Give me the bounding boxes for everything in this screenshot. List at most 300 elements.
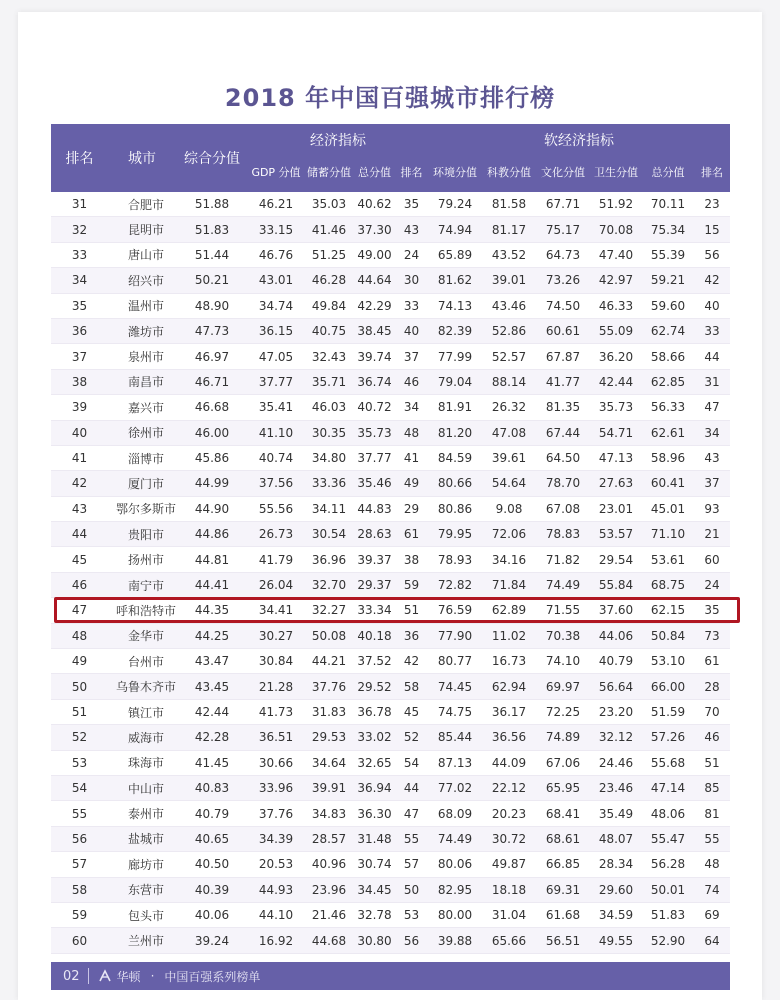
cell-savings: 34.83 (304, 801, 354, 826)
cell-soft-total: 55.39 (642, 242, 694, 267)
cell-score: 40.83 (176, 775, 248, 800)
cell-gdp: 37.56 (248, 471, 304, 496)
cell-savings: 49.84 (304, 293, 354, 318)
cell-econ-total: 36.74 (354, 369, 395, 394)
cell-culture: 69.97 (536, 674, 590, 699)
cell-soft-rank: 34 (694, 420, 730, 445)
table-row (51, 369, 730, 394)
cell-science-education: 52.86 (482, 318, 536, 343)
cell-gdp: 30.84 (248, 649, 304, 674)
col-header-health: 卫生分值 (590, 152, 642, 192)
cell-rank: 60 (51, 928, 108, 953)
cell-gdp: 36.51 (248, 725, 304, 750)
table-row (51, 801, 730, 826)
cell-soft-total: 53.10 (642, 649, 694, 674)
cell-soft-rank: 15 (694, 217, 730, 242)
cell-soft-rank: 43 (694, 445, 730, 470)
cell-soft-rank: 24 (694, 572, 730, 597)
cell-soft-total: 52.90 (642, 928, 694, 953)
cell-culture: 69.31 (536, 877, 590, 902)
cell-science-education: 34.16 (482, 547, 536, 572)
cell-score: 44.35 (176, 598, 248, 623)
cell-econ-total: 39.37 (354, 547, 395, 572)
table-row (51, 471, 730, 496)
cell-savings: 36.96 (304, 547, 354, 572)
cell-city: 唐山市 (108, 242, 176, 267)
cell-score: 44.41 (176, 572, 248, 597)
cell-culture: 71.82 (536, 547, 590, 572)
cell-environment: 84.59 (428, 445, 482, 470)
cell-score: 45.86 (176, 445, 248, 470)
table-row (51, 877, 730, 902)
cell-rank: 46 (51, 572, 108, 597)
table-row (51, 699, 730, 724)
cell-science-education: 39.01 (482, 268, 536, 293)
cell-health: 55.09 (590, 318, 642, 343)
cell-health: 35.49 (590, 801, 642, 826)
cell-science-education: 62.94 (482, 674, 536, 699)
cell-econ-total: 44.83 (354, 496, 395, 521)
cell-soft-total: 55.68 (642, 750, 694, 775)
cell-science-education: 71.84 (482, 572, 536, 597)
cell-econ-total: 38.45 (354, 318, 395, 343)
cell-gdp: 41.79 (248, 547, 304, 572)
table-row (51, 649, 730, 674)
cell-culture: 70.38 (536, 623, 590, 648)
cell-score: 39.24 (176, 928, 248, 953)
cell-econ-rank: 54 (395, 750, 428, 775)
cell-culture: 64.73 (536, 242, 590, 267)
col-header-environment: 环境分值 (428, 152, 482, 192)
cell-environment: 81.62 (428, 268, 482, 293)
cell-savings: 51.25 (304, 242, 354, 267)
cell-econ-rank: 44 (395, 775, 428, 800)
cell-health: 40.79 (590, 649, 642, 674)
cell-econ-rank: 29 (395, 496, 428, 521)
cell-rank: 31 (51, 192, 108, 217)
cell-gdp: 26.04 (248, 572, 304, 597)
cell-soft-total: 62.15 (642, 598, 694, 623)
cell-city: 南昌市 (108, 369, 176, 394)
ranking-table (51, 124, 730, 954)
cell-culture: 64.50 (536, 445, 590, 470)
cell-soft-total: 45.01 (642, 496, 694, 521)
cell-soft-total: 62.61 (642, 420, 694, 445)
table-row (51, 293, 730, 318)
cell-city: 金华市 (108, 623, 176, 648)
cell-savings: 31.83 (304, 699, 354, 724)
cell-score: 40.39 (176, 877, 248, 902)
cell-rank: 40 (51, 420, 108, 445)
cell-gdp: 55.56 (248, 496, 304, 521)
cell-science-education: 52.57 (482, 344, 536, 369)
cell-environment: 77.99 (428, 344, 482, 369)
cell-soft-total: 70.11 (642, 192, 694, 217)
cell-rank: 37 (51, 344, 108, 369)
cell-soft-total: 50.84 (642, 623, 694, 648)
cell-score: 43.47 (176, 649, 248, 674)
cell-city: 贵阳市 (108, 522, 176, 547)
cell-econ-total: 33.02 (354, 725, 395, 750)
cell-soft-total: 47.14 (642, 775, 694, 800)
cell-soft-rank: 73 (694, 623, 730, 648)
cell-city: 嘉兴市 (108, 395, 176, 420)
cell-rank: 55 (51, 801, 108, 826)
cell-rank: 34 (51, 268, 108, 293)
table-row (51, 750, 730, 775)
cell-environment: 82.39 (428, 318, 482, 343)
cell-econ-rank: 52 (395, 725, 428, 750)
cell-city: 鄂尔多斯市 (108, 496, 176, 521)
cell-culture: 67.87 (536, 344, 590, 369)
cell-science-education: 31.04 (482, 902, 536, 927)
cell-culture: 61.68 (536, 902, 590, 927)
cell-environment: 74.45 (428, 674, 482, 699)
cell-econ-total: 37.30 (354, 217, 395, 242)
cell-science-education: 49.87 (482, 852, 536, 877)
cell-science-education: 43.52 (482, 242, 536, 267)
cell-econ-rank: 46 (395, 369, 428, 394)
cell-score: 48.90 (176, 293, 248, 318)
cell-gdp: 21.28 (248, 674, 304, 699)
ranking-table-body (51, 192, 730, 953)
cell-city: 绍兴市 (108, 268, 176, 293)
cell-econ-rank: 43 (395, 217, 428, 242)
footer-dot: · (150, 969, 155, 983)
cell-city: 包头市 (108, 902, 176, 927)
cell-culture: 66.85 (536, 852, 590, 877)
cell-econ-rank: 47 (395, 801, 428, 826)
cell-science-education: 36.56 (482, 725, 536, 750)
cell-econ-total: 34.45 (354, 877, 395, 902)
cell-gdp: 16.92 (248, 928, 304, 953)
cell-econ-total: 36.78 (354, 699, 395, 724)
cell-rank: 51 (51, 699, 108, 724)
cell-rank: 48 (51, 623, 108, 648)
table-row (51, 522, 730, 547)
cell-rank: 49 (51, 649, 108, 674)
cell-rank: 39 (51, 395, 108, 420)
cell-gdp: 46.21 (248, 192, 304, 217)
cell-econ-total: 40.18 (354, 623, 395, 648)
cell-gdp: 44.10 (248, 902, 304, 927)
cell-econ-rank: 38 (395, 547, 428, 572)
cell-culture: 75.17 (536, 217, 590, 242)
cell-rank: 35 (51, 293, 108, 318)
table-row (51, 217, 730, 242)
cell-soft-rank: 55 (694, 826, 730, 851)
cell-savings: 44.21 (304, 649, 354, 674)
cell-gdp: 30.66 (248, 750, 304, 775)
cell-savings: 46.03 (304, 395, 354, 420)
cell-soft-total: 58.96 (642, 445, 694, 470)
table-row (51, 192, 730, 217)
cell-environment: 81.91 (428, 395, 482, 420)
cell-savings: 37.76 (304, 674, 354, 699)
cell-soft-rank: 40 (694, 293, 730, 318)
cell-city: 台州市 (108, 649, 176, 674)
table-row (51, 826, 730, 851)
cell-econ-rank: 50 (395, 877, 428, 902)
cell-city: 镇江市 (108, 699, 176, 724)
cell-savings: 23.96 (304, 877, 354, 902)
cell-city: 昆明市 (108, 217, 176, 242)
cell-science-education: 54.64 (482, 471, 536, 496)
cell-health: 34.59 (590, 902, 642, 927)
cell-econ-rank: 42 (395, 649, 428, 674)
cell-econ-rank: 53 (395, 902, 428, 927)
table-row (51, 547, 730, 572)
cell-rank: 38 (51, 369, 108, 394)
cell-environment: 87.13 (428, 750, 482, 775)
cell-soft-rank: 35 (694, 598, 730, 623)
cell-econ-total: 49.00 (354, 242, 395, 267)
cell-rank: 32 (51, 217, 108, 242)
cell-city: 东营市 (108, 877, 176, 902)
cell-health: 51.92 (590, 192, 642, 217)
cell-econ-total: 40.62 (354, 192, 395, 217)
cell-gdp: 44.93 (248, 877, 304, 902)
cell-soft-total: 57.26 (642, 725, 694, 750)
cell-econ-rank: 48 (395, 420, 428, 445)
cell-rank: 57 (51, 852, 108, 877)
cell-culture: 56.51 (536, 928, 590, 953)
cell-econ-rank: 30 (395, 268, 428, 293)
cell-culture: 74.10 (536, 649, 590, 674)
table-row (51, 395, 730, 420)
cell-science-education: 16.73 (482, 649, 536, 674)
cell-econ-rank: 24 (395, 242, 428, 267)
cell-savings: 32.43 (304, 344, 354, 369)
table-row (51, 445, 730, 470)
cell-soft-rank: 61 (694, 649, 730, 674)
cell-science-education: 62.89 (482, 598, 536, 623)
cell-savings: 46.28 (304, 268, 354, 293)
col-header-soft-rank: 排名 (694, 152, 730, 192)
cell-soft-rank: 46 (694, 725, 730, 750)
cell-econ-total: 31.48 (354, 826, 395, 851)
cell-soft-total: 62.85 (642, 369, 694, 394)
cell-science-education: 36.17 (482, 699, 536, 724)
cell-score: 40.50 (176, 852, 248, 877)
cell-city: 扬州市 (108, 547, 176, 572)
cell-environment: 79.04 (428, 369, 482, 394)
cell-score: 46.68 (176, 395, 248, 420)
cell-econ-rank: 55 (395, 826, 428, 851)
cell-econ-rank: 41 (395, 445, 428, 470)
cell-soft-rank: 64 (694, 928, 730, 953)
cell-score: 51.83 (176, 217, 248, 242)
cell-health: 56.64 (590, 674, 642, 699)
table-row (51, 928, 730, 953)
cell-gdp: 41.73 (248, 699, 304, 724)
cell-gdp: 40.74 (248, 445, 304, 470)
cell-culture: 68.41 (536, 801, 590, 826)
cell-city: 乌鲁木齐市 (108, 674, 176, 699)
cell-econ-total: 28.63 (354, 522, 395, 547)
table-row (51, 775, 730, 800)
cell-city: 盐城市 (108, 826, 176, 851)
cell-science-education: 47.08 (482, 420, 536, 445)
cell-score: 44.25 (176, 623, 248, 648)
cell-gdp: 37.76 (248, 801, 304, 826)
cell-culture: 78.70 (536, 471, 590, 496)
cell-rank: 52 (51, 725, 108, 750)
cell-culture: 65.95 (536, 775, 590, 800)
cell-health: 28.34 (590, 852, 642, 877)
cell-city: 泉州市 (108, 344, 176, 369)
cell-score: 51.44 (176, 242, 248, 267)
cell-econ-rank: 61 (395, 522, 428, 547)
cell-savings: 40.75 (304, 318, 354, 343)
cell-science-education: 30.72 (482, 826, 536, 851)
cell-soft-total: 59.60 (642, 293, 694, 318)
table-row (51, 344, 730, 369)
cell-soft-rank: 31 (694, 369, 730, 394)
cell-culture: 78.83 (536, 522, 590, 547)
cell-econ-total: 30.80 (354, 928, 395, 953)
cell-soft-rank: 70 (694, 699, 730, 724)
cell-econ-rank: 37 (395, 344, 428, 369)
cell-culture: 81.35 (536, 395, 590, 420)
cell-rank: 53 (51, 750, 108, 775)
cell-soft-rank: 48 (694, 852, 730, 877)
col-header-rank: 排名 (51, 124, 108, 192)
cell-score: 44.90 (176, 496, 248, 521)
cell-soft-rank: 60 (694, 547, 730, 572)
cell-city: 威海市 (108, 725, 176, 750)
cell-environment: 65.89 (428, 242, 482, 267)
group-header-soft-economic: 软经济指标 (428, 124, 730, 152)
cell-health: 70.08 (590, 217, 642, 242)
cell-city: 中山市 (108, 775, 176, 800)
cell-culture: 67.71 (536, 192, 590, 217)
cell-gdp: 20.53 (248, 852, 304, 877)
cell-econ-rank: 58 (395, 674, 428, 699)
cell-city: 南宁市 (108, 572, 176, 597)
cell-health: 42.97 (590, 268, 642, 293)
cell-rank: 47 (51, 598, 108, 623)
cell-environment: 77.02 (428, 775, 482, 800)
cell-soft-total: 66.00 (642, 674, 694, 699)
cell-score: 42.44 (176, 699, 248, 724)
cell-soft-rank: 51 (694, 750, 730, 775)
cell-city: 泰州市 (108, 801, 176, 826)
cell-soft-total: 55.47 (642, 826, 694, 851)
cell-city: 珠海市 (108, 750, 176, 775)
cell-savings: 32.27 (304, 598, 354, 623)
cell-culture: 74.50 (536, 293, 590, 318)
cell-health: 49.55 (590, 928, 642, 953)
cell-score: 42.28 (176, 725, 248, 750)
cell-soft-total: 48.06 (642, 801, 694, 826)
cell-culture: 71.55 (536, 598, 590, 623)
cell-city: 合肥市 (108, 192, 176, 217)
cell-city: 呼和浩特市 (108, 598, 176, 623)
cell-econ-rank: 57 (395, 852, 428, 877)
cell-soft-total: 56.33 (642, 395, 694, 420)
cell-savings: 30.35 (304, 420, 354, 445)
cell-city: 廊坊市 (108, 852, 176, 877)
cell-econ-total: 35.73 (354, 420, 395, 445)
cell-culture: 72.25 (536, 699, 590, 724)
cell-environment: 39.88 (428, 928, 482, 953)
cell-rank: 43 (51, 496, 108, 521)
cell-soft-total: 51.59 (642, 699, 694, 724)
cell-environment: 74.94 (428, 217, 482, 242)
cell-gdp: 34.74 (248, 293, 304, 318)
cell-health: 24.46 (590, 750, 642, 775)
cell-environment: 82.95 (428, 877, 482, 902)
table-row (51, 420, 730, 445)
cell-score: 41.45 (176, 750, 248, 775)
cell-score: 44.99 (176, 471, 248, 496)
cell-science-education: 9.08 (482, 496, 536, 521)
cell-science-education: 22.12 (482, 775, 536, 800)
page-footer (51, 962, 730, 990)
brand-logo-icon (97, 968, 113, 984)
col-header-savings: 储蓄分值 (304, 152, 354, 192)
cell-gdp: 26.73 (248, 522, 304, 547)
cell-science-education: 43.46 (482, 293, 536, 318)
cell-culture: 41.77 (536, 369, 590, 394)
group-header-economic: 经济指标 (248, 124, 428, 152)
cell-savings: 50.08 (304, 623, 354, 648)
cell-score: 44.81 (176, 547, 248, 572)
cell-soft-rank: 81 (694, 801, 730, 826)
cell-environment: 74.13 (428, 293, 482, 318)
cell-savings: 35.03 (304, 192, 354, 217)
cell-health: 27.63 (590, 471, 642, 496)
table-row (51, 902, 730, 927)
cell-environment: 74.75 (428, 699, 482, 724)
cell-econ-total: 36.30 (354, 801, 395, 826)
cell-econ-rank: 59 (395, 572, 428, 597)
col-header-soft-total: 总分值 (642, 152, 694, 192)
cell-gdp: 33.96 (248, 775, 304, 800)
cell-econ-total: 39.74 (354, 344, 395, 369)
cell-culture: 68.61 (536, 826, 590, 851)
cell-score: 50.21 (176, 268, 248, 293)
table-row (51, 496, 730, 521)
cell-gdp: 34.41 (248, 598, 304, 623)
cell-soft-rank: 37 (694, 471, 730, 496)
cell-soft-total: 71.10 (642, 522, 694, 547)
cell-culture: 60.61 (536, 318, 590, 343)
footer-series: 中国百强系列榜单 (164, 969, 261, 984)
cell-health: 36.20 (590, 344, 642, 369)
cell-econ-total: 37.52 (354, 649, 395, 674)
cell-health: 54.71 (590, 420, 642, 445)
cell-soft-total: 75.34 (642, 217, 694, 242)
cell-health: 42.44 (590, 369, 642, 394)
cell-city: 淄博市 (108, 445, 176, 470)
cell-econ-rank: 45 (395, 699, 428, 724)
cell-environment: 80.86 (428, 496, 482, 521)
cell-environment: 81.20 (428, 420, 482, 445)
cell-rank: 50 (51, 674, 108, 699)
cell-econ-rank: 56 (395, 928, 428, 953)
footer-brand: 华顿 (116, 969, 141, 984)
cell-savings: 44.68 (304, 928, 354, 953)
cell-savings: 33.36 (304, 471, 354, 496)
cell-gdp: 46.76 (248, 242, 304, 267)
cell-environment: 79.24 (428, 192, 482, 217)
cell-health: 37.60 (590, 598, 642, 623)
cell-score: 46.00 (176, 420, 248, 445)
cell-econ-total: 29.37 (354, 572, 395, 597)
table-row (51, 318, 730, 343)
